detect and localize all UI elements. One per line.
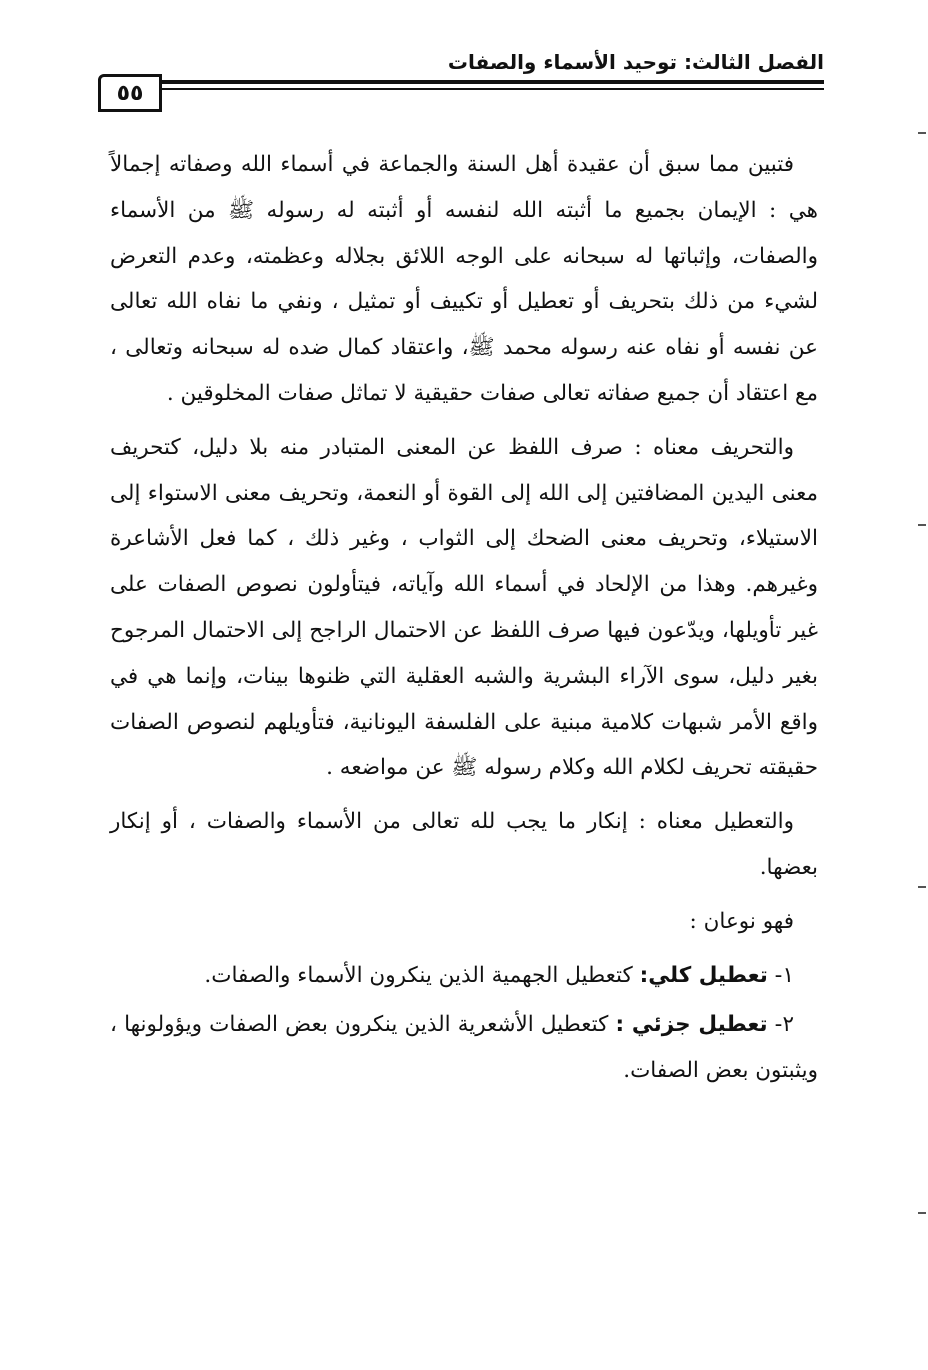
paragraph-tatil: والتعطيل معناه : إنكار ما يجب لله تعالى من الأسماء والصفات ، أو إنكار بعضها. (110, 809, 818, 880)
list-item-partial (110, 1002, 818, 1094)
header-rule-thick (162, 80, 824, 84)
list-item-total (110, 953, 818, 999)
page-number: ٥٥ (98, 74, 162, 112)
list-heading: تعطيل جزئي : (615, 1012, 768, 1038)
list-text: كتعطيل الجهمية الذين ينكرون الأسماء والصفات. (204, 962, 633, 988)
scan-mark (918, 132, 926, 134)
scan-mark (918, 1212, 926, 1214)
paragraph-summary: فتبين مما سبق أن عقيدة أهل السنة والجماعة في أسماء الله وصفاته إجمالاً هي : الإيمان بجميع ما أثبته الله لنفسه أو أثبته له رسوله ﷺ من الأسماء والصفات، وإثباتها له سبحانه على الوجه اللائق بجلاله وعظمته، وعدم التعرض لشيء من ذلك بتحريف أو تعطيل أو تكييف أو تمثيل ، ونفي ما نفاه الله تعالى عن نفسه أو نفاه عنه رسوله محمد ﷺ، واعتقاد كمال ضده له سبحانه وتعالى ، مع اعتقاد أن جميع صفاته تعالى صفات حقيقية لا تماثل صفات المخلوقين . (110, 152, 818, 406)
list-text: كتعطيل الأشعرية الذين ينكرون بعض الصفات ويؤولونها ، ويثبتون بعض الصفات. (110, 1012, 818, 1084)
list-number: ٢- (774, 1012, 794, 1038)
header-rule-thin (162, 88, 824, 90)
scan-mark (918, 886, 926, 888)
scan-mark (918, 524, 926, 526)
page-header (98, 48, 824, 118)
paragraph-tahrif: والتحريف معناه : صرف اللفظ عن المعنى المتبادر منه بلا دليل، كتحريف معنى اليدين المضافتين إلى الله إلى القوة أو النعمة، وتحريف معنى الاستواء إلى الاستيلاء، وتحريف معنى الضحك إلى الثواب ، وغير ذلك ، كما فعل الأشاعرة وغيرهم. وهذا من الإلحاد في أسماء الله وآياته، فيتأولون نصوص الصفات على غير تأويلها، ويدّعون فيها صرف اللفظ عن الاحتمال الراجح إلى الاحتمال المرجوح بغير دليل، سوى الآراء البشرية والشبه العقلية التي ظنوها بينات، وإنما هي في واقع الأمر شبهات كلامية مبنية على الفلسفة اليونانية، فتأويلهم لنصوص الصفات حقيقته تحريف لكلام الله وكلام رسوله ﷺ عن مواضعه . (110, 434, 818, 781)
running-title: الفصل الثالث: توحيد الأسماء والصفات (447, 50, 824, 74)
body-text (110, 142, 818, 1098)
list-heading: تعطيل كلي: (639, 962, 768, 988)
list-number: ١- (774, 962, 794, 988)
paragraph-types-intro: فهو نوعان : (689, 908, 794, 934)
